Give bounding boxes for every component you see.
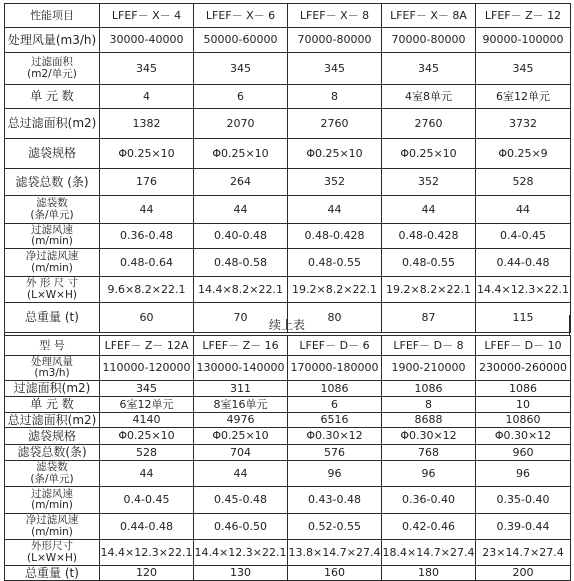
row-label-cell — [5, 381, 100, 397]
value-cell: 60 — [100, 303, 194, 333]
value-cell: 87 — [382, 303, 476, 333]
value-cell: 345 — [100, 53, 194, 85]
row-label-line: 过滤面积(m2) — [13, 381, 91, 396]
value-cell: 4室8单元 — [382, 85, 476, 109]
header-label-cell: 性能项目 — [5, 4, 100, 28]
row-label-cell — [5, 224, 100, 249]
value-cell: 10860 — [476, 413, 571, 428]
value-cell: 0.39-0.44 — [476, 514, 571, 540]
value-cell: 44 — [382, 196, 476, 224]
value-cell: 6 — [194, 85, 288, 109]
continued-label: 续上表 — [4, 315, 570, 335]
value-cell: 264 — [194, 169, 288, 196]
table-row — [5, 224, 571, 249]
value-cell: Φ0.30×12 — [288, 428, 382, 445]
value-cell: 0.43-0.48 — [288, 487, 382, 514]
value-cell: 2070 — [194, 109, 288, 139]
row-label-line: 总重量 (t) — [25, 310, 79, 325]
value-cell: 1086 — [382, 381, 476, 397]
value-cell: 0.45-0.48 — [194, 487, 288, 514]
header-model-cell: LFEF－ Z－ 16 — [194, 336, 288, 356]
value-cell: Φ0.25×10 — [100, 428, 194, 445]
row-label-cell — [5, 566, 100, 581]
row-label-line: (m/min) — [31, 499, 73, 511]
row-label-line: 总过滤面积(m2) — [7, 116, 97, 131]
header-model-cell: LFEF－ X－ 8 — [288, 4, 382, 28]
header-model-cell: LFEF－ X－ 6 — [194, 4, 288, 28]
value-cell: 44 — [288, 196, 382, 224]
table-row — [5, 139, 571, 169]
row-label-line: (m/min) — [31, 525, 73, 538]
header-model-cell: LFEF－ D－ 10 — [476, 336, 571, 356]
value-cell: 1382 — [100, 109, 194, 139]
value-cell: 18.4×14.7×27.4 — [382, 540, 476, 566]
table-row — [5, 53, 571, 85]
row-label-line: 过滤风速 — [31, 223, 73, 236]
row-label-cell — [5, 53, 100, 85]
value-cell: 0.48-0.55 — [288, 249, 382, 277]
table-row — [5, 413, 571, 428]
row-label-cell — [5, 428, 100, 445]
row-label-cell — [5, 445, 100, 461]
table-row — [5, 85, 571, 109]
value-cell: 0.4-0.45 — [100, 487, 194, 514]
value-cell: 4 — [100, 85, 194, 109]
row-label-line: 过滤面积 — [31, 56, 73, 69]
row-label-line: (L×W×H) — [27, 551, 77, 564]
header-model-cell: LFEF－ Z－ 12A — [100, 336, 194, 356]
row-label-line: (条/单元) — [30, 208, 74, 221]
table-row — [5, 540, 571, 566]
value-cell: 8室16单元 — [194, 397, 288, 413]
value-cell: 576 — [288, 445, 382, 461]
table-row — [5, 461, 571, 487]
value-cell: 345 — [288, 53, 382, 85]
row-label-cell — [5, 514, 100, 540]
value-cell: Φ0.25×10 — [194, 428, 288, 445]
value-cell: 180 — [382, 566, 476, 581]
value-cell: Φ0.25×10 — [382, 139, 476, 169]
table-row — [5, 28, 571, 53]
value-cell: 0.48-0.64 — [100, 249, 194, 277]
row-label-cell — [5, 139, 100, 169]
row-label-line: 滤袋数 — [36, 197, 68, 210]
value-cell: 704 — [194, 445, 288, 461]
value-cell: 768 — [382, 445, 476, 461]
row-label-cell — [5, 277, 100, 303]
value-cell: 1086 — [476, 381, 571, 397]
value-cell: 8 — [288, 85, 382, 109]
value-cell: 0.44-0.48 — [100, 514, 194, 540]
value-cell: 960 — [476, 445, 571, 461]
value-cell: 528 — [476, 169, 571, 196]
table-row — [5, 356, 571, 381]
value-cell: 110000-120000 — [100, 356, 194, 381]
value-cell: 96 — [476, 461, 571, 487]
header-model-cell: LFEF－ D－ 8 — [382, 336, 476, 356]
value-cell: 23×14.7×27.4 — [476, 540, 571, 566]
value-cell: 14.4×12.3×22.1 — [194, 540, 288, 566]
row-label-line: 过滤风速 — [31, 487, 73, 500]
value-cell: 352 — [288, 169, 382, 196]
value-cell: 0.4-0.45 — [476, 224, 571, 249]
table-row — [5, 196, 571, 224]
value-cell: Φ0.30×12 — [476, 428, 571, 445]
header-row — [5, 336, 571, 356]
row-label-line: 滤袋规格 — [27, 428, 76, 443]
row-label-line: 处理风量(m3/h) — [7, 32, 97, 47]
row-label-line: 外 形 尺 寸 — [25, 277, 78, 290]
value-cell: 0.36-0.40 — [382, 487, 476, 514]
row-label-cell — [5, 461, 100, 487]
row-label-line: (m/min) — [31, 235, 73, 247]
spec-table-2 — [4, 335, 571, 581]
table-row — [5, 445, 571, 461]
header-model-cell: LFEF－ Z－ 12 — [476, 4, 571, 28]
value-cell: 0.48-0.428 — [382, 224, 476, 249]
value-cell: 311 — [194, 381, 288, 397]
table-row — [5, 381, 571, 397]
value-cell: 50000-60000 — [194, 28, 288, 53]
row-label-cell — [5, 413, 100, 428]
table-row — [5, 277, 571, 303]
row-label-cell — [5, 356, 100, 381]
value-cell: 44 — [476, 196, 571, 224]
table-row — [5, 514, 571, 540]
row-label-line: (m3/h) — [34, 367, 70, 379]
value-cell: 19.2×8.2×22.1 — [382, 277, 476, 303]
value-cell: 90000-100000 — [476, 28, 571, 53]
value-cell: 120 — [100, 566, 194, 581]
value-cell: 230000-260000 — [476, 356, 571, 381]
row-label-line: 处理风量 — [31, 355, 73, 368]
value-cell: Φ0.30×12 — [382, 428, 476, 445]
value-cell: 4976 — [194, 413, 288, 428]
value-cell: 96 — [288, 461, 382, 487]
value-cell: 96 — [382, 461, 476, 487]
row-label-cell — [5, 196, 100, 224]
row-label-cell — [5, 397, 100, 413]
table-row — [5, 397, 571, 413]
value-cell: 13.8×14.7×27.4 — [288, 540, 382, 566]
value-cell: 2760 — [288, 109, 382, 139]
value-cell: 200 — [476, 566, 571, 581]
value-cell: 14.4×12.3×22.1 — [476, 277, 571, 303]
table-row — [5, 169, 571, 196]
value-cell: 70 — [194, 303, 288, 333]
value-cell: Φ0.25×10 — [288, 139, 382, 169]
header-label-cell: 型 号 — [5, 336, 100, 356]
row-label-line: 净过滤风速 — [25, 514, 79, 527]
value-cell: 1900-210000 — [382, 356, 476, 381]
row-label-line: (条/单元) — [30, 472, 74, 485]
row-label-line: 净过滤风速 — [25, 250, 79, 263]
row-label-line: (m2/单元) — [27, 67, 77, 80]
row-label-cell — [5, 249, 100, 277]
value-cell: 10 — [476, 397, 571, 413]
value-cell: 0.46-0.50 — [194, 514, 288, 540]
value-cell: 44 — [100, 196, 194, 224]
table-row — [5, 428, 571, 445]
table-row — [5, 249, 571, 277]
value-cell: 70000-80000 — [288, 28, 382, 53]
value-cell: 2760 — [382, 109, 476, 139]
value-cell: 176 — [100, 169, 194, 196]
value-cell: 8 — [382, 397, 476, 413]
value-cell: 0.48-0.55 — [382, 249, 476, 277]
header-row — [5, 4, 571, 28]
value-cell: 8688 — [382, 413, 476, 428]
row-label-cell — [5, 85, 100, 109]
value-cell: 130000-140000 — [194, 356, 288, 381]
value-cell: 44 — [100, 461, 194, 487]
row-label-line: 总过滤面积(m2) — [7, 412, 97, 427]
value-cell: 14.4×12.3×22.1 — [100, 540, 194, 566]
header-model-cell: LFEF－ X－ 4 — [100, 4, 194, 28]
row-label-line: (m/min) — [31, 261, 73, 274]
value-cell: 345 — [476, 53, 571, 85]
value-cell: 345 — [100, 381, 194, 397]
header-model-cell: LFEF－ X－ 8A — [382, 4, 476, 28]
value-cell: 14.4×8.2×22.1 — [194, 277, 288, 303]
row-label-line: 单 元 数 — [30, 397, 74, 412]
value-cell: 0.42-0.46 — [382, 514, 476, 540]
value-cell: 1086 — [288, 381, 382, 397]
value-cell: 0.35-0.40 — [476, 487, 571, 514]
header-model-cell: LFEF－ D－ 6 — [288, 336, 382, 356]
row-label-line: 滤袋规格 — [27, 146, 76, 161]
value-cell: 44 — [194, 196, 288, 224]
table-row — [5, 487, 571, 514]
row-label-cell — [5, 540, 100, 566]
row-label-cell — [5, 169, 100, 196]
row-label-cell — [5, 487, 100, 514]
value-cell: 6 — [288, 397, 382, 413]
value-cell: 80 — [288, 303, 382, 333]
table-row — [5, 109, 571, 139]
value-cell: 70000-80000 — [382, 28, 476, 53]
row-label-line: 单 元 数 — [30, 89, 74, 104]
value-cell: 0.48-0.428 — [288, 224, 382, 249]
value-cell: 352 — [382, 169, 476, 196]
value-cell: 0.44-0.48 — [476, 249, 571, 277]
row-label-cell — [5, 28, 100, 53]
value-cell: 3732 — [476, 109, 571, 139]
value-cell: 130 — [194, 566, 288, 581]
value-cell: 0.52-0.55 — [288, 514, 382, 540]
value-cell: 0.36-0.48 — [100, 224, 194, 249]
value-cell: 528 — [100, 445, 194, 461]
row-label-line: 总重量 (t) — [25, 565, 79, 580]
row-label-line: 滤袋数 — [36, 461, 68, 474]
table-row — [5, 566, 571, 581]
value-cell: 0.48-0.58 — [194, 249, 288, 277]
value-cell: Φ0.25×10 — [194, 139, 288, 169]
row-label-line: (L×W×H) — [27, 288, 77, 301]
value-cell: 6室12单元 — [476, 85, 571, 109]
row-label-line: 滤袋总数(条) — [17, 445, 87, 460]
value-cell: 345 — [194, 53, 288, 85]
value-cell: 170000-180000 — [288, 356, 382, 381]
value-cell: 115 — [476, 303, 571, 333]
value-cell: 44 — [194, 461, 288, 487]
value-cell: 6室12单元 — [100, 397, 194, 413]
value-cell: 9.6×8.2×22.1 — [100, 277, 194, 303]
value-cell: Φ0.25×10 — [100, 139, 194, 169]
value-cell: 0.40-0.48 — [194, 224, 288, 249]
spec-table-1 — [4, 3, 571, 333]
row-label-line: 滤袋总数 (条) — [15, 174, 89, 189]
value-cell: Φ0.25×9 — [476, 139, 571, 169]
value-cell: 160 — [288, 566, 382, 581]
value-cell: 30000-40000 — [100, 28, 194, 53]
row-label-cell — [5, 109, 100, 139]
value-cell: 19.2×8.2×22.1 — [288, 277, 382, 303]
row-label-line: 外形尺寸 — [31, 540, 73, 553]
value-cell: 345 — [382, 53, 476, 85]
value-cell: 6516 — [288, 413, 382, 428]
value-cell: 4140 — [100, 413, 194, 428]
